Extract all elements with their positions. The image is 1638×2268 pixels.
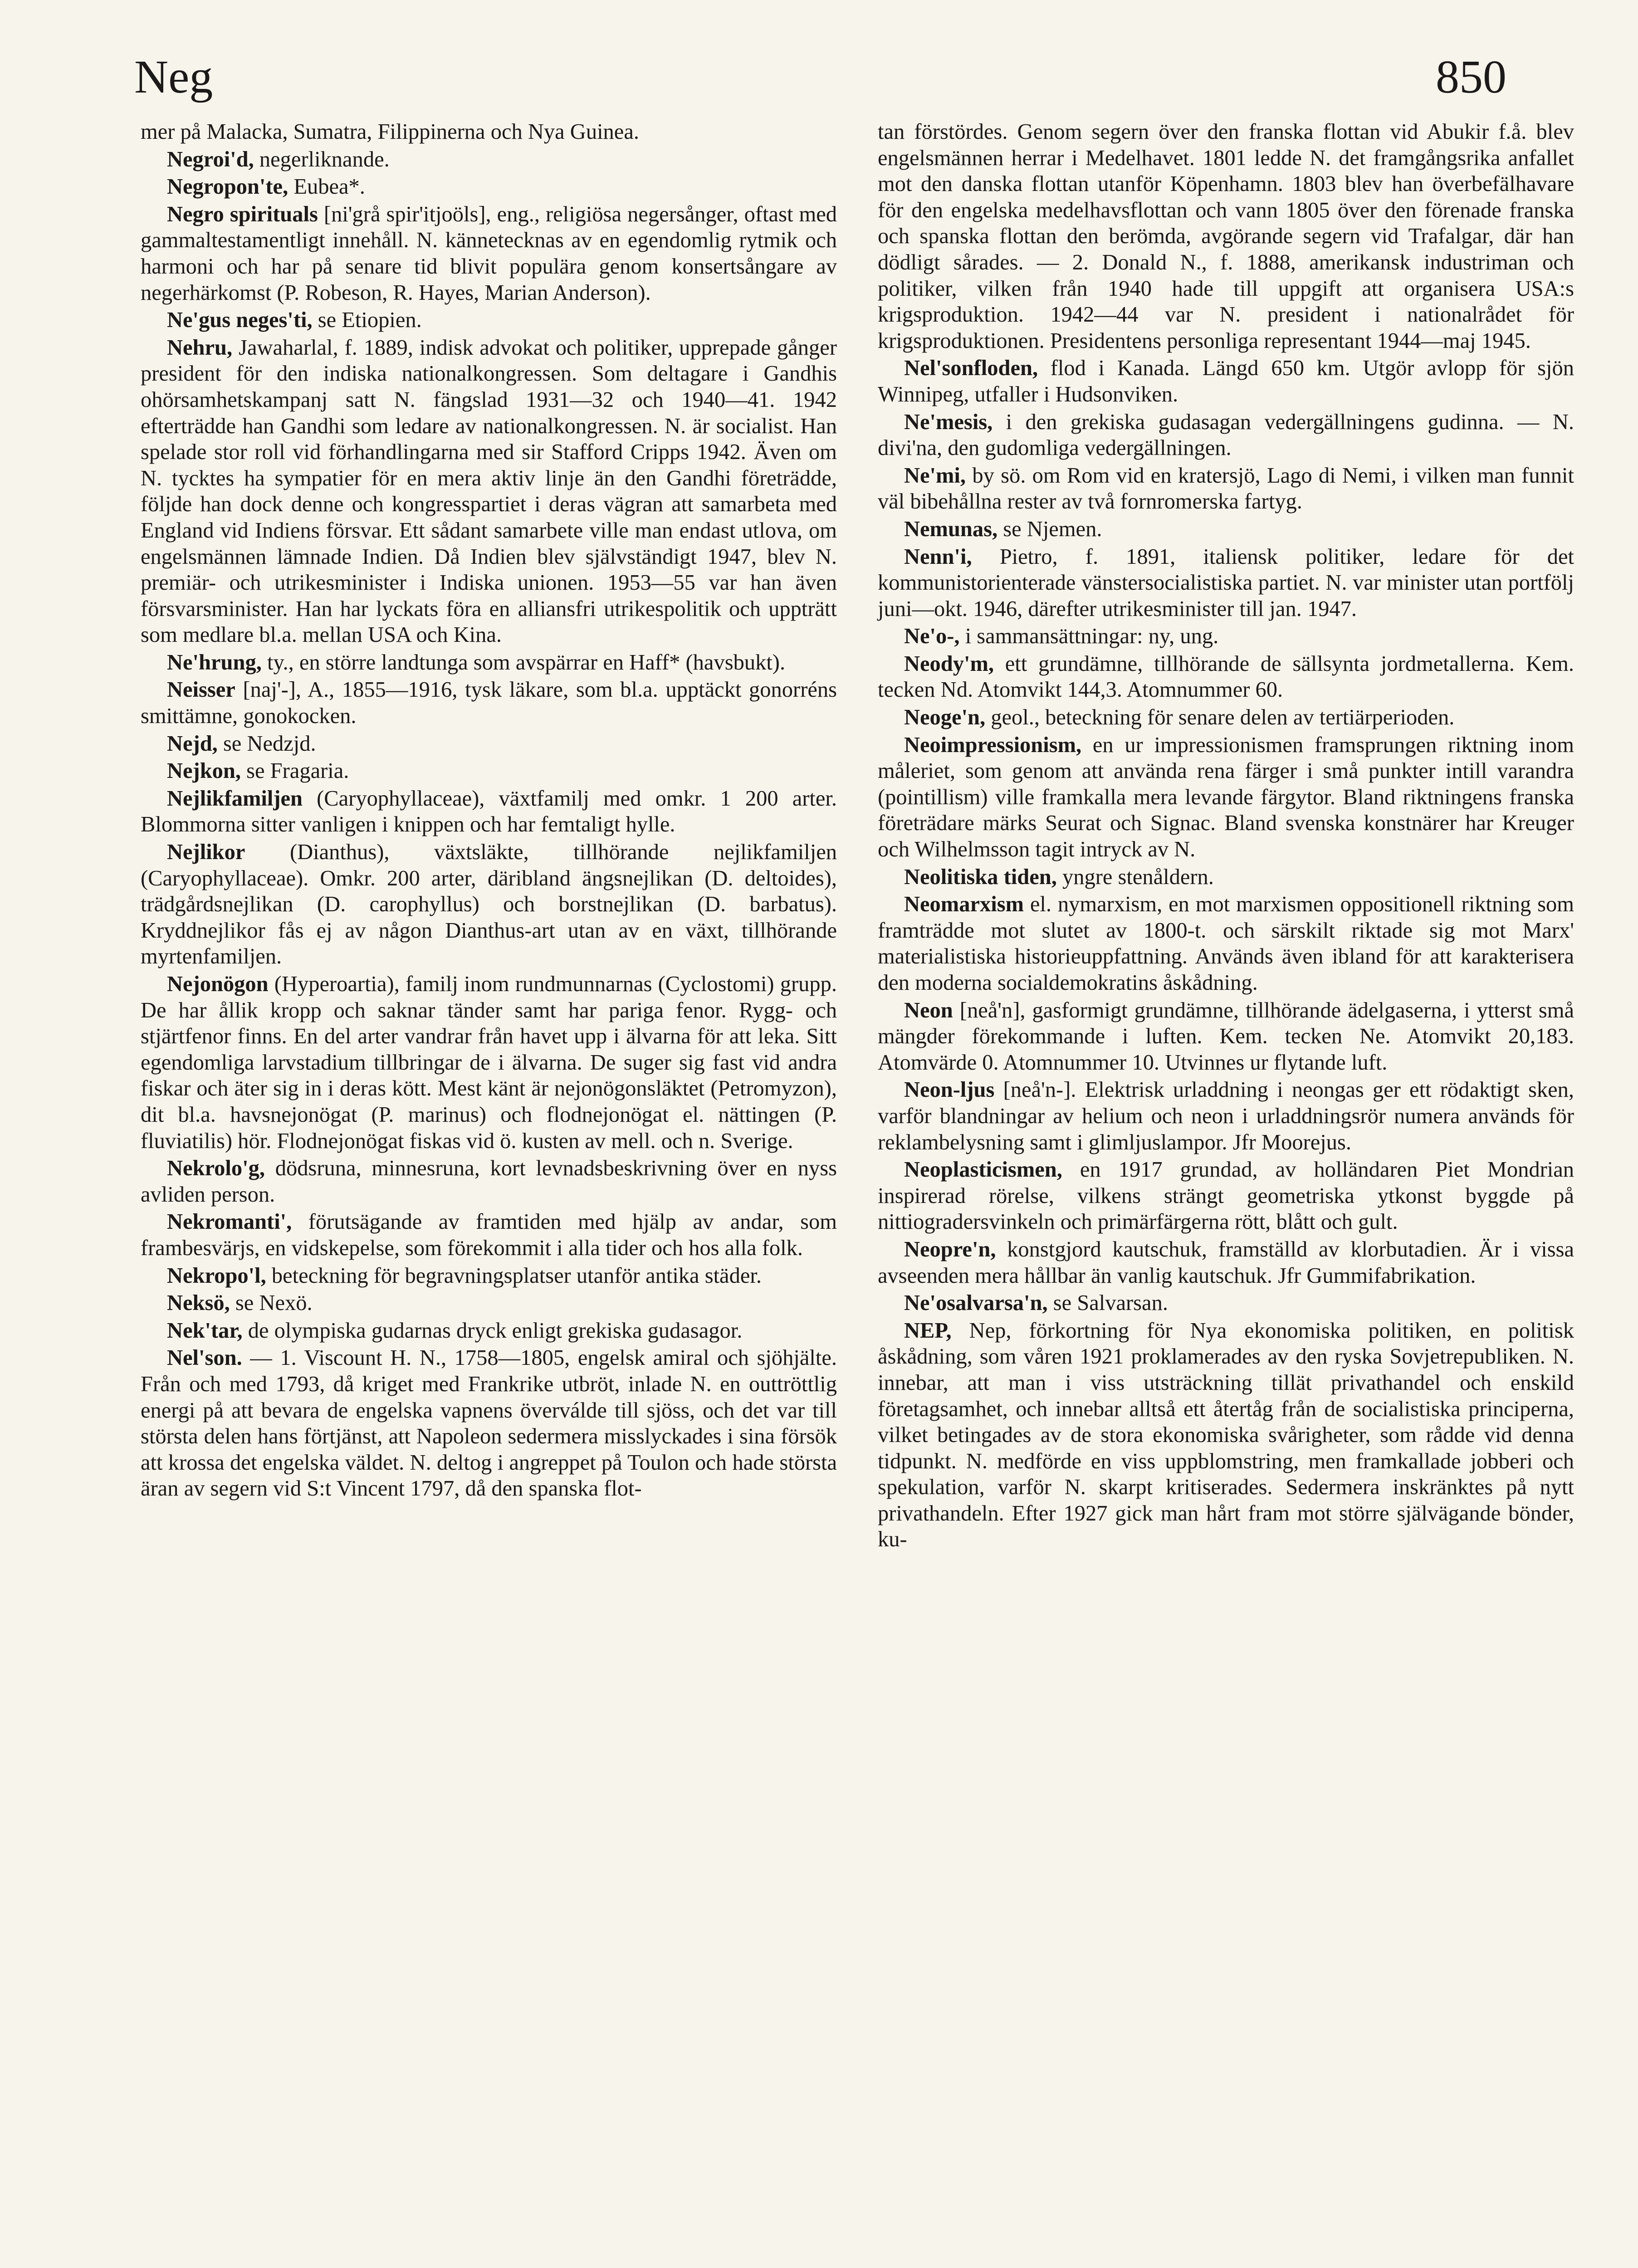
entry-headword: Negro spirituals [167,202,318,226]
dictionary-entry [878,409,1574,461]
dictionary-entry [141,1290,837,1316]
entry-text: se Salvarsan. [1047,1291,1168,1315]
entry-headword: Nekrolo'g, [167,1156,265,1181]
dictionary-entry [141,335,837,648]
entry-text: negerliknande. [254,147,390,171]
dictionary-entry [141,147,837,173]
dictionary-entry [141,1318,837,1344]
entry-text: flod i Kanada. Längd 650 km. Utgör avlopp för sjön Winnipeg, utfaller i Hudsonviken. [878,356,1574,406]
entry-headword: Neolitiska tiden, [904,865,1057,889]
entry-text: en 1917 grundad, av holländaren Piet Mondrian inspirerad rörelse, vilkens strängt geometriska ytkonst byggde på nittiogradersvinkeln och primärfärgerna rött, blått och gult. [878,1158,1574,1234]
entry-headword: Neon [904,998,953,1022]
entry-text: [naj'-], A., 1855—1916, tysk läkare, som bl.a. upptäckt gonorréns smittämne, gonokocken. [141,678,837,728]
entry-text: förutsägande av framtiden med hjälp av andar, som frambesvärjs, en vidskepelse, som förekommit i alla tider och hos alla folk. [141,1210,837,1260]
entry-headword: Nekromanti', [167,1210,292,1234]
dictionary-entry [141,971,837,1154]
entry-headword: Nel'son. [167,1346,242,1370]
entry-headword: Neon-ljus [904,1078,995,1102]
entry-headword: Nekropo'l, [167,1263,266,1288]
left-column [141,119,837,1503]
entry-text: en ur impressionismen framsprungen riktning inom måleriet, som genom att använda rena färger i små punkter intill varandra (pointillism) ville framkalla mera levande färgytor. Bland riktningens franska företrädare märks Seurat och Signac. Bland svenska konstnärer har Kreuger och Wilhelmsson tagit intryck av N. [878,733,1574,862]
dictionary-entry [141,174,837,200]
entry-headword: Neopre'n, [904,1237,996,1261]
entry-headword: Nejonögon [167,972,269,996]
dictionary-entry [878,544,1574,622]
entry-text: Jawaharlal, f. 1889, indisk advokat och politiker, upprepade gånger president för den indiska nationalkongressen. Som deltagare i Gandhis ohörsamhetskampanj satt N. fängslad 1931—32 och 1940—41. 1942 efterträdde han Gandhi som ledare av nationalkongressen. N. är socialist. Han spelade stor roll vid förhandlingarna med sir Stafford Cripps 1942. Även om N. tycktes ha sympatier för en mera aktiv linje än den Gandhi företrädde, följde han dock denne och kongresspartiet i deras vägran att samarbeta med England vid Indiens försvar. Ett sådant samarbete ville man endast utlova, om engelsmännen lämnade Indien. Då Indien blev självständigt 1947, blev N. premiär- och utrikesminister i Indiska unionen. 1953—55 var han även försvarsminister. Han har lyckats föra en alliansfri utrikespolitik och uppträtt som medlare bl.a. mellan USA och Kina. [141,335,837,647]
dictionary-entry [141,119,837,145]
entry-headword: NEP, [904,1318,952,1343]
entry-text: [neå'n-]. Elektrisk urladdning i neongas ger ett rödaktigt sken, varför blandningar av helium och neon i urladdningsrör numera används för reklambelysning samt i glimljuslampor. Jfr Moorejus. [878,1078,1574,1154]
dictionary-entry [878,119,1574,354]
dictionary-entry [878,864,1574,890]
dictionary-entry [141,201,837,306]
dictionary-entry [141,839,837,970]
dictionary-entry [878,1077,1574,1155]
entry-text: ett grundämne, tillhörande de sällsynta jordmetallerna. Kem. tecken Nd. Atomvikt 144,3. Atomnummer 60. [878,651,1574,702]
entry-headword: Nejd, [167,731,218,756]
dictionary-entry [878,1290,1574,1316]
entry-text: konstgjord kautschuk, framställd av klorbutadien. Är i vissa avseenden mera hållbar än vanlig kautschuk. Jfr Gummifabrikation. [878,1237,1574,1288]
entry-text: (Caryophyllaceae), växtfamilj med omkr. 1 200 arter. Blommorna sitter vanligen i knippen och har femtaligt hylle. [141,786,837,837]
entry-headword: Negropon'te, [167,175,288,199]
entry-headword: Nel'sonfloden, [904,356,1038,381]
entry-text: se Nedzjd. [217,731,316,756]
dictionary-entry [141,677,837,729]
dictionary-entry [141,307,837,333]
entry-headword: Ne'mesis, [904,410,993,434]
entry-text: se Fragaria. [241,759,349,783]
entry-headword: Neoplasticismen, [904,1158,1062,1182]
entry-headword: Ne'o-, [904,624,960,649]
entry-text: yngre stenåldern. [1056,865,1214,889]
dictionary-entry [141,1209,837,1261]
entry-headword: Neisser [167,678,235,702]
dictionary-entry [141,786,837,838]
dictionary-entry [878,1318,1574,1553]
entry-text: Nep, förkortning för Nya ekonomiska politiken, en politisk åskådning, som våren 1921 proklamerades av den ryska Sovjetrepubliken. N. innebar, att man i viss utsträckning tillät privathandel och enskild företagsamhet, och innebar alltså ett återtåg från de socialistiska principerna, vilket betingades av de stora ekonomiska svårigheter, som rådde vid denna tidpunkt. N. medförde en viss uppblomstring, men framkallade jobberi och spekulation, varför N. skarpt kritiserades. Sedermera inskränktes på nytt privathandeln. Efter 1927 gick man hårt fram mot större självägande bönder, ku- [878,1318,1574,1552]
entry-headword: Negroi'd, [167,147,254,171]
entry-text: dödsruna, minnesruna, kort levnadsbeskrivning över en nyss avliden person. [141,1156,837,1207]
entry-headword: Neody'm, [904,651,994,676]
entry-headword: Ne'osalvarsa'n, [904,1291,1048,1315]
entry-headword: Nejlikor [167,840,245,865]
dictionary-entry [141,650,837,676]
dictionary-entry [878,463,1574,515]
dictionary-entry [141,1155,837,1207]
entry-headword: Nejlikfamiljen [167,786,303,811]
dictionary-entry [878,623,1574,650]
dictionary-entry [878,1237,1574,1289]
entry-text: [ni'grå spir'itjoöls], eng., religiösa negersånger, oftast med gammaltestamentligt innehåll. N. kännetecknas av en egendomlig rytmik och harmoni och har på senare tid blivit populära genom konsertsångare av negerhärkomst (P. Robeson, R. Hayes, Marian Anderson). [141,202,837,305]
entry-text: [neå'n], gasformigt grundämne, tillhörande ädelgaserna, i ytterst små mängder förekommande i luften. Kem. tecken Ne. Atomvikt 20,183. Atomvärde 0. Atomnummer 10. Utvinnes ur flytande luft. [878,998,1574,1075]
right-column [878,119,1574,1554]
entry-headword: Ne'mi, [904,463,966,488]
entry-headword: Neoimpressionism, [904,733,1082,757]
dictionary-entry [141,731,837,757]
entry-text: i sammansättningar: ny, ung. [959,624,1219,649]
entry-text: se Njemen. [997,517,1102,541]
entry-headword: Neomarxism [904,892,1024,917]
entry-text: i den grekiska gudasagan vedergällningens gudinna. — N. divi'na, den gudomliga vedergällningen. [878,410,1574,460]
entry-headword: Ne'gus neges'ti, [167,308,313,332]
entry-text: el. nymarxism, en mot marxismen oppositionell riktning som framträdde mot slutet av 1800-t. och särskilt riktade sig mot Marx' materialistiska historieuppfattning. Används även ibland för att karakterisera den moderna socialdemokratins åskådning. [878,892,1574,995]
dictionary-entry [878,732,1574,863]
dictionary-entry [878,997,1574,1076]
entry-text: se Etiopien. [312,308,422,332]
entry-headword: Nejkon, [167,759,241,783]
entry-text: Eubea*. [288,175,365,199]
entry-text: beteckning för begravningsplatser utanför antika städer. [266,1263,762,1288]
dictionary-entry [878,1157,1574,1235]
running-header-word: Neg [134,51,213,103]
entry-text: de olympiska gudarnas dryck enligt grekiska gudasagor. [242,1318,743,1343]
entry-text: ty., en större landtunga som avspärrar en Haff* (havsbukt). [261,650,786,675]
entry-text: Pietro, f. 1891, italiensk politiker, ledare för det kommunistorienterade vänstersocialistiska partiet. N. var minister utan portfölj juni—okt. 1946, därefter utrikesminister till jan. 1947. [878,544,1574,621]
entry-text: by sö. om Rom vid en kratersjö, Lago di Nemi, i vilken man funnit väl bibehållna rester av två fornromerska fartyg. [878,463,1574,514]
dictionary-entry [878,651,1574,703]
entry-headword: Neksö, [167,1291,230,1315]
entry-text: mer på Malacka, Sumatra, Filippinerna och Nya Guinea. [141,120,639,144]
entry-text: (Hyperoartia), familj inom rundmunnarnas (Cyclostomi) grupp. De har ållik kropp och saknar tänder samt har pariga fenor. Rygg- och stjärtfenor finns. En del arter vandrar från havet upp i älvarna för att leka. Sitt egendomliga larvstadium tillbringar de i älvarna. De suger sig fast vid andra fiskar och äter sig in i deras kött. Mest känt är nejonögonsläktet (Petromyzon), dit bl.a. havsnejonögat (P. marinus) och flodnejonögat el. nättingen (P. fluviatilis) hör. Flodnejonögat fiskas vid ö. kusten av mell. och n. Sverige. [141,972,837,1153]
dictionary-entry [141,1345,837,1502]
entry-text: (Dianthus), växtsläkte, tillhörande nejlikfamiljen (Caryophyllaceae). Omkr. 200 arter, däribland ängsnejlikan (D. deltoides), trädgårdsnejlikan (D. carophyllus) och borstnejlikan (D. barbatus). Kryddnejlikor fås ej av någon Dianthus-art utan av en växt, tillhörande myrtenfamiljen. [141,840,837,969]
entry-text: tan förstördes. Genom segern över den franska flottan vid Abukir f.å. blev engelsmännen herrar i Medelhavet. 1801 ledde N. det framgångsrika anfallet mot den danska flottan utanför Köpenhamn. 1803 blev han överbefälhavare för den engelska medelhavsflottan och vann 1805 över den förenade franska och spanska flottan den berömda, avgörande segern vid Trafalgar, där han dödligt sårades. — 2. Donald N., f. 1888, amerikansk industriman och politiker, vilken från 1940 hade till uppgift att organisera USA:s krigsproduktion. 1942—44 var N. president i nationalrådet för krigsproduktionen. Presidentens personliga representant 1944—maj 1945. [878,120,1574,353]
dictionary-entry [141,1263,837,1289]
entry-headword: Nehru, [167,335,233,360]
dictionary-entry [878,355,1574,407]
dictionary-entry [878,891,1574,996]
dictionary-entry [878,516,1574,543]
entry-headword: Nenn'i, [904,544,972,569]
entry-text: geol., beteckning för senare delen av tertiärperioden. [985,705,1455,730]
page-number: 850 [1436,51,1506,103]
entry-text: se Nexö. [230,1291,313,1315]
entry-text: — 1. Viscount H. N., 1758—1805, engelsk amiral och sjöhjälte. Från och med 1793, då kriget med Frankrike utbröt, inlade N. en outtröttlig energi på att bevara de engelska vapnens överválde till sjöss, och det var till största delen hans förtjänst, att Napoleon sedermera misslyckades i sina försök att krossa det engelska väldet. N. deltog i angreppet på Toulon och hade största äran av segern vid S:t Vincent 1797, då den spanska flot- [141,1346,837,1501]
entry-headword: Ne'hrung, [167,650,262,675]
entry-headword: Nek'tar, [167,1318,243,1343]
entry-headword: Nemunas, [904,517,998,541]
dictionary-entry [141,758,837,784]
entry-headword: Neoge'n, [904,705,986,730]
dictionary-entry [878,704,1574,731]
